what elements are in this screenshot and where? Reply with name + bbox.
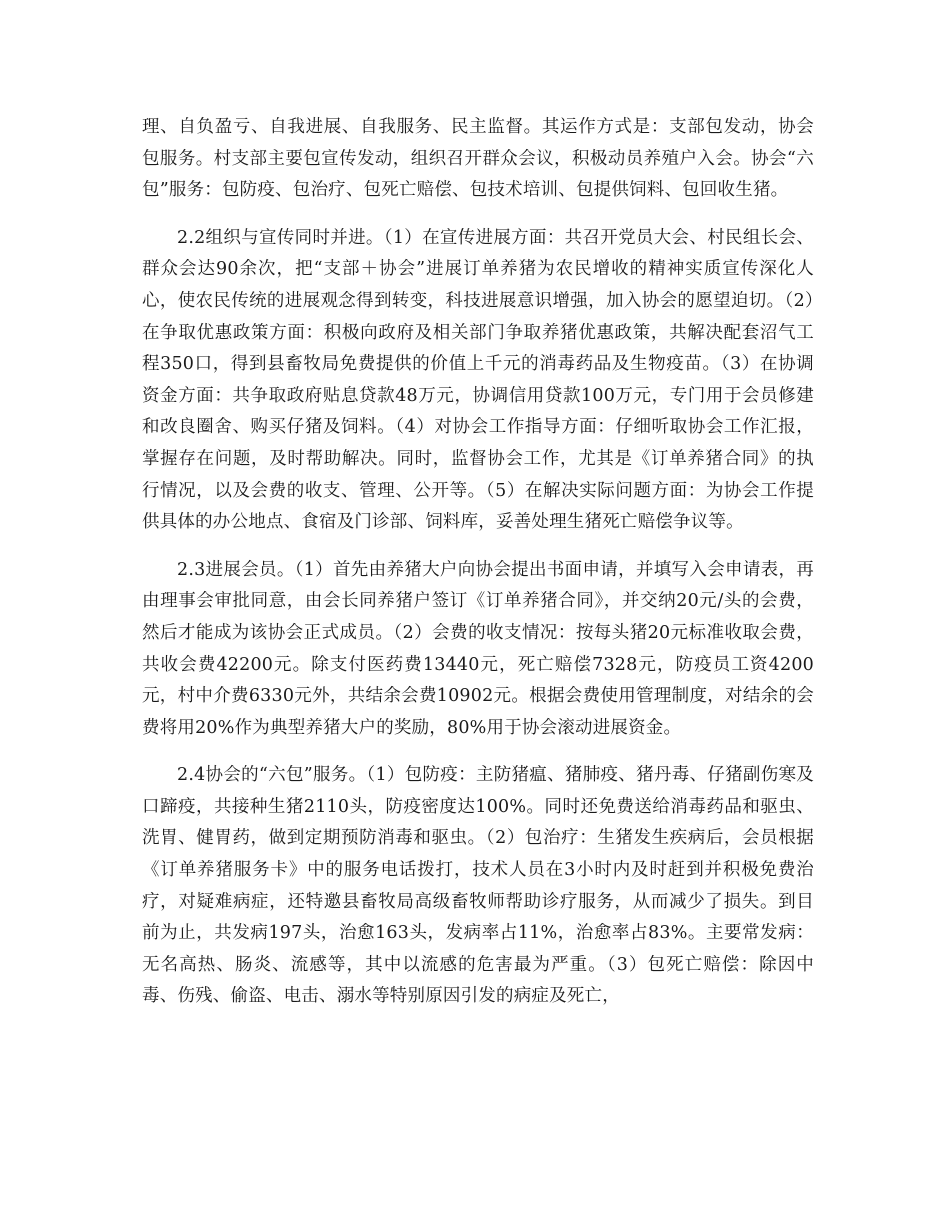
paragraph-section-2-2: 2.2组织与宣传同时并进。（1）在宣传进展方面：共召开党员大会、村民组长会、群众会达90余次，把“支部＋协会”进展订单养猪为农民增收的精神实质宣传深化人心，使农民传统的进展观念得到转变，科技进展意识增强，加入协会的愿望迫切。（2）在争取优惠政策方面：积极向政府及相关部门争取养猪优惠政策，共解决配套沼气工程350口，得到县畜牧局免费提供的价值上千元的消毒药品及生物疫苗。（3）在协调资金方面：共争取政府贴息贷款48万元，协调信用贷款100万元，专门用于会员修建和改良圈舍、购买仔猪及饲料。（4）对协会工作指导方面：仔细听取协会工作汇报，掌握存在问题，及时帮助解决。同时，监督协会工作，尤其是《订单养猪合同》的执行情况，以及会费的收支、管理、公开等。（5）在解决实际问题方面：为协会工作提供具体的办公地点、食宿及门诊部、饲料库，妥善处理生猪死亡赔偿争议等。	[142, 227, 814, 533]
paragraph-section-2-4: 2.4协会的“六包”服务。（1）包防疫：主防猪瘟、猪肺疫、猪丹毒、仔猪副伤寒及口蹄疫，共接种生猪2110头，防疫密度达100%。同时还免费送给消毒药品和驱虫、洗胃、健胃药，做到定期预防消毒和驱虫。（2）包治疗：生猪发生疾病后，会员根据《订单养猪服务卡》中的服务电话拨打，技术人员在3小时内及时赶到并积极免费治疗，对疑难病症，还特邀县畜牧局高级畜牧师帮助诊疗服务，从而减少了损失。到目前为止，共发病197头，治愈163头，发病率占11%，治愈率占83%。主要常发病：无名高热、肠炎、流感等，其中以流感的危害最为严重。（3）包死亡赔偿：除因中毒、伤残、偷盗、电击、溺水等特别原因引发的病症及死亡，	[142, 765, 814, 1007]
document-body	[142, 112, 814, 1029]
paragraph-continued: 理、自负盈亏、自我进展、自我服务、民主监督。其运作方式是：支部包发动，协会包服务。村支部主要包宣传发动，组织召开群众会议，积极动员养殖户入会。协会“六包”服务：包防疫、包治疗、包死亡赔偿、包技术培训、包提供饲料、包回收生猪。	[142, 117, 814, 201]
paragraph-section-2-3: 2.3进展会员。（1）首先由养猪大户向协会提出书面申请，并填写入会申请表，再由理事会审批同意，由会长同养猪户签订《订单养猪合同》，并交纳20元/头的会费，然后才能成为该协会正式成员。（2）会费的收支情况：按每头猪20元标准收取会费，共收会费42200元。除支付医药费13440元，死亡赔偿7328元，防疫员工资4200元，村中介费6330元外，共结余会费10902元。根据会费使用管理制度，对结余的会费将用20%作为典型养猪大户的奖励，80%用于协会滚动进展资金。	[142, 559, 814, 738]
